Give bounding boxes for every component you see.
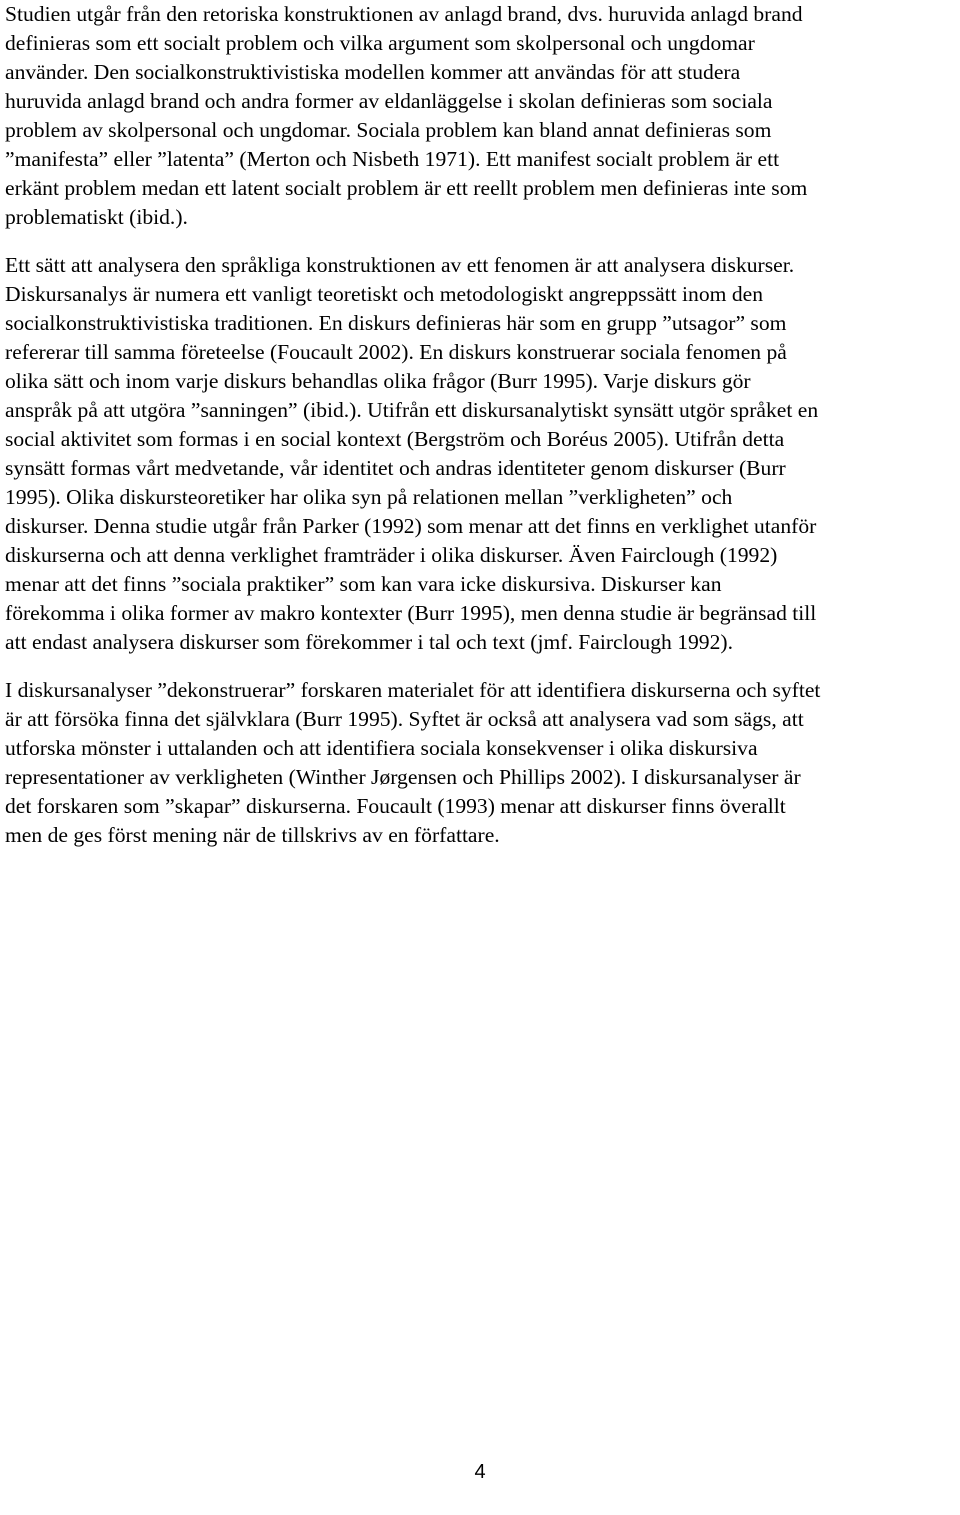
paragraph-line: olika sätt och inom varje diskurs behandlas olika frågor (Burr 1995). Varje diskurs gör	[5, 369, 751, 393]
paragraph-line: Studien utgår från den retoriska konstruktionen av anlagd brand, dvs. huruvida anlagd brand	[5, 2, 803, 26]
paragraph-line: social aktivitet som formas i en social kontext (Bergström och Boréus 2005). Utifrån detta	[5, 427, 785, 451]
paragraph-line: använder. Den socialkonstruktivistiska modellen kommer att användas för att studera	[5, 60, 741, 84]
paragraph-line: diskurser. Denna studie utgår från Parker (1992) som menar att det finns en verklighet utanför	[5, 514, 817, 538]
paragraph-line: 1995). Olika diskursteoretiker har olika syn på relationen mellan ”verkligheten” och	[5, 485, 733, 509]
paragraph-1	[5, 0, 960, 232]
paragraph-line: utforska mönster i uttalanden och att identifiera sociala konsekvenser i olika diskursiva	[5, 736, 758, 760]
paragraph-line: är att försöka finna det självklara (Burr 1995). Syftet är också att analysera vad som sägs, att	[5, 707, 804, 731]
paragraph-line: synsätt formas vårt medvetande, vår identitet och andras identiteter genom diskurser (Burr	[5, 456, 786, 480]
paragraph-line: diskurserna och att denna verklighet framträder i olika diskurser. Även Fairclough (1992)	[5, 543, 778, 567]
paragraph-line: förekomma i olika former av makro kontexter (Burr 1995), men denna studie är begränsad till	[5, 601, 817, 625]
paragraph-line: men de ges först mening när de tillskrivs av en författare.	[5, 823, 500, 847]
paragraph-line: socialkonstruktivistiska traditionen. En diskurs definieras här som en grupp ”utsagor” som	[5, 311, 787, 335]
paragraph-line: Diskursanalys är numera ett vanligt teoretiskt och metodologiskt angreppssätt inom den	[5, 282, 764, 306]
paragraph-line: definieras som ett socialt problem och vilka argument som skolpersonal och ungdomar	[5, 31, 755, 55]
paragraph-2	[5, 251, 960, 657]
paragraph-line: anspråk på att utgöra ”sanningen” (ibid.). Utifrån ett diskursanalytiskt synsätt utgör språket en	[5, 398, 819, 422]
paragraph-line: huruvida anlagd brand och andra former av eldanläggelse i skolan definieras som sociala	[5, 89, 773, 113]
page-number: 4	[474, 1461, 486, 1483]
document-page	[5, 0, 960, 850]
paragraph-line: menar att det finns ”sociala praktiker” som kan vara icke diskursiva. Diskurser kan	[5, 572, 722, 596]
paragraph-line: det forskaren som ”skapar” diskurserna. Foucault (1993) menar att diskurser finns överallt	[5, 794, 786, 818]
paragraph-line: representationer av verkligheten (Winther Jørgensen och Phillips 2002). I diskursanalyser är	[5, 765, 801, 789]
paragraph-line: I diskursanalyser ”dekonstruerar” forskaren materialet för att identifiera diskurserna och syftet	[5, 678, 821, 702]
paragraph-line: refererar till samma företeelse (Foucault 2002). En diskurs konstruerar sociala fenomen på	[5, 340, 787, 364]
paragraph-line: Ett sätt att analysera den språkliga konstruktionen av ett fenomen är att analysera diskurser.	[5, 253, 795, 277]
paragraph-line: problematiskt (ibid.).	[5, 205, 188, 229]
paragraph-line: ”manifesta” eller ”latenta” (Merton och Nisbeth 1971). Ett manifest socialt problem är ett	[5, 147, 780, 171]
paragraph-line: problem av skolpersonal och ungdomar. Sociala problem kan bland annat definieras som	[5, 118, 772, 142]
paragraph-line: erkänt problem medan ett latent socialt problem är ett reellt problem men definieras inte som	[5, 176, 808, 200]
paragraph-line: att endast analysera diskurser som förekommer i tal och text (jmf. Fairclough 1992).	[5, 630, 733, 654]
paragraph-3	[5, 676, 960, 850]
